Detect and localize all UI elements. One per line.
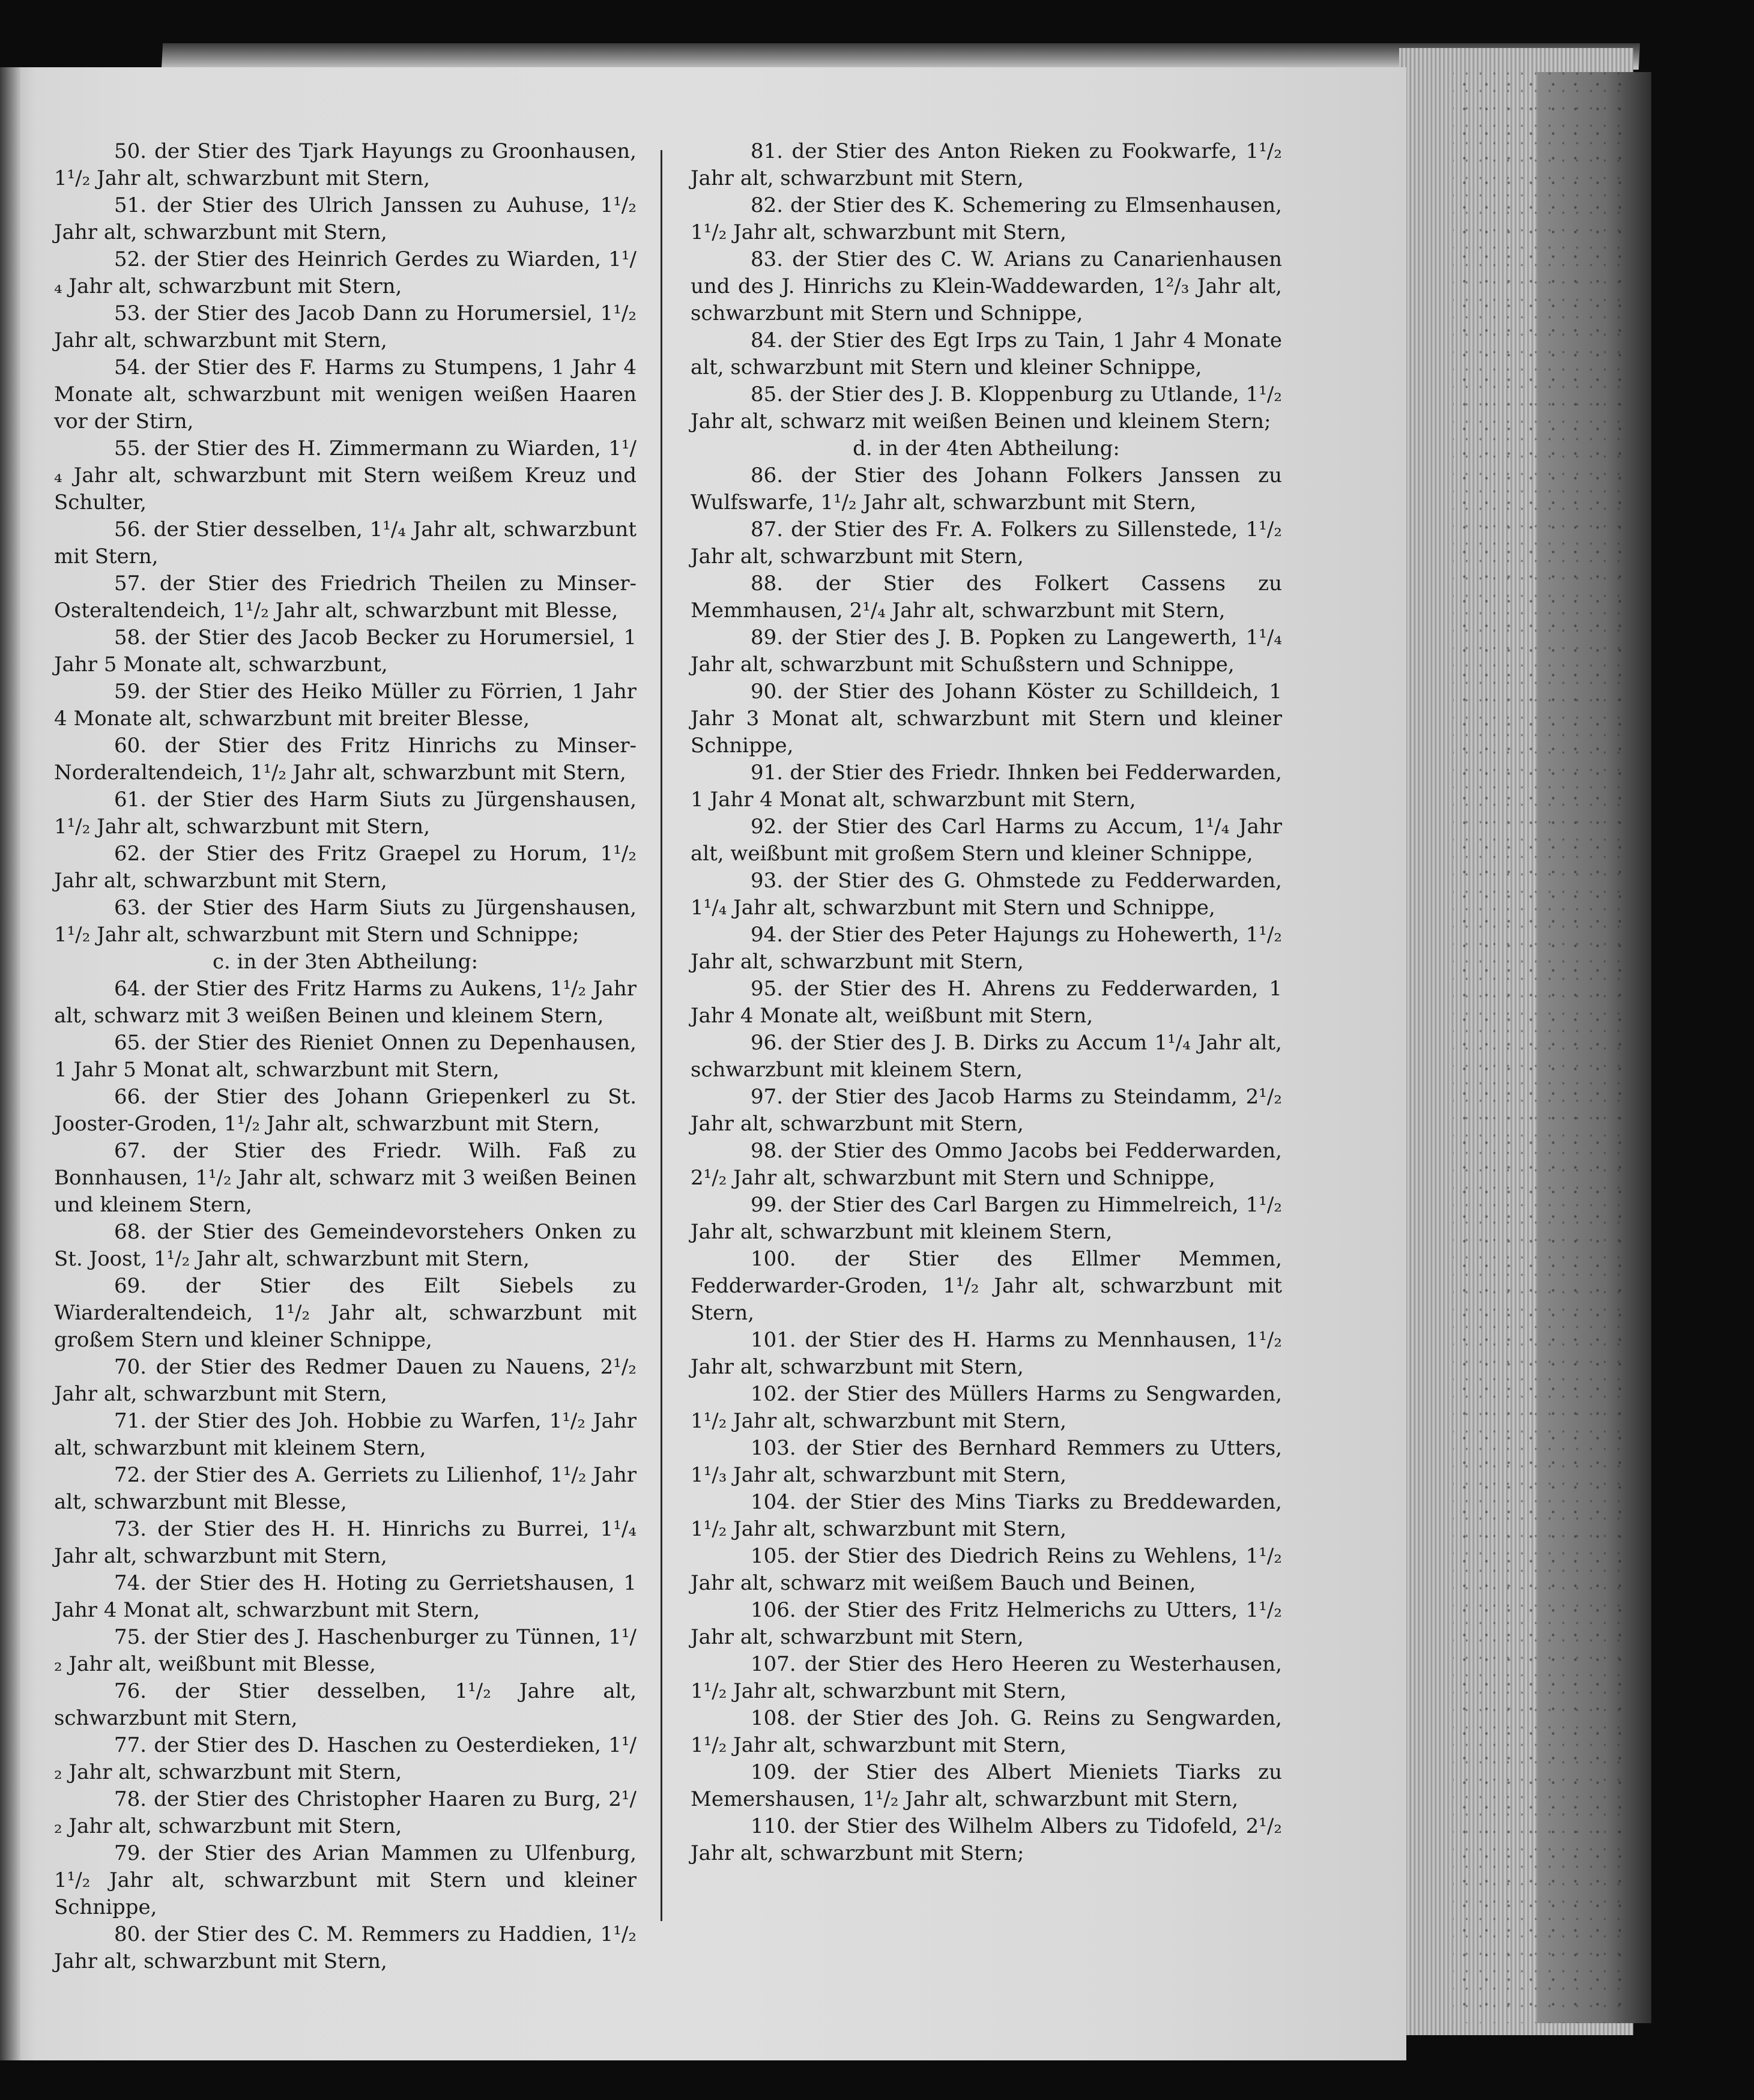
list-entry: 60. der Stier des Fritz Hinrichs zu Minser-Norderaltendeich, 1¹/₂ Jahr alt, schwarzbunt mit Stern, bbox=[54, 734, 637, 785]
list-entry: 59. der Stier des Heiko Müller zu Förrien, 1 Jahr 4 Monate alt, schwarzbunt mit breiter Blesse, bbox=[54, 680, 637, 731]
list-entry: 56. der Stier desselben, 1¹/₄ Jahr alt, schwarzbunt mit Stern, bbox=[54, 517, 637, 569]
list-entry: 84. der Stier des Egt Irps zu Tain, 1 Jahr 4 Monate alt, schwarzbunt mit Stern und kleiner Schnippe, bbox=[691, 328, 1282, 379]
list-entry: 80. der Stier des C. M. Remmers zu Haddien, 1¹/₂ Jahr alt, schwarzbunt mit Stern, bbox=[54, 1922, 637, 1973]
list-entry: 108. der Stier des Joh. G. Reins zu Sengwarden, 1¹/₂ Jahr alt, schwarzbunt mit Stern, bbox=[691, 1706, 1282, 1757]
section-heading-c: c. in der 3ten Abtheilung: bbox=[212, 950, 479, 974]
list-entry: 57. der Stier des Friedrich Theilen zu Minser-Osteraltendeich, 1¹/₂ Jahr alt, schwarzbunt mit Blesse, bbox=[54, 572, 637, 623]
list-entry: 58. der Stier des Jacob Becker zu Horumersiel, 1 Jahr 5 Monate alt, schwarzbunt, bbox=[54, 626, 637, 677]
list-entry: 81. der Stier des Anton Rieken zu Fookwarfe, 1¹/₂ Jahr alt, schwarzbunt mit Stern, bbox=[691, 139, 1282, 190]
list-entry: 75. der Stier des J. Haschenburger zu Tünnen, 1¹/₂ Jahr alt, weißbunt mit Blesse, bbox=[54, 1625, 637, 1676]
right-entries bbox=[691, 138, 1282, 435]
list-entry: 100. der Stier des Ellmer Memmen, Fedderwarder-Groden, 1¹/₂ Jahr alt, schwarzbunt mit Stern, bbox=[691, 1247, 1282, 1325]
list-entry: 85. der Stier des J. B. Kloppenburg zu Utlande, 1¹/₂ Jahr alt, schwarz mit weißen Beinen und kleinem Stern; bbox=[691, 382, 1282, 433]
list-entry: 67. der Stier des Friedr. Wilh. Faß zu Bonnhausen, 1¹/₂ Jahr alt, schwarz mit 3 weißen Beinen und kleinem Stern, bbox=[54, 1139, 637, 1217]
list-entry: 77. der Stier des D. Haschen zu Oesterdieken, 1¹/₂ Jahr alt, schwarzbunt mit Stern, bbox=[54, 1733, 637, 1784]
list-entry: 70. der Stier des Redmer Dauen zu Nauens, 2¹/₂ Jahr alt, schwarzbunt mit Stern, bbox=[54, 1355, 637, 1406]
list-entry: 92. der Stier des Carl Harms zu Accum, 1¹/₄ Jahr alt, weißbunt mit großem Stern und kleiner Schnippe, bbox=[691, 815, 1282, 866]
list-entry: 102. der Stier des Müllers Harms zu Sengwarden, 1¹/₂ Jahr alt, schwarzbunt mit Stern, bbox=[691, 1382, 1282, 1433]
list-entry: 72. der Stier des A. Gerriets zu Lilienhof, 1¹/₂ Jahr alt, schwarzbunt mit Blesse, bbox=[54, 1463, 637, 1514]
list-entry: 109. der Stier des Albert Mieniets Tiarks zu Memershausen, 1¹/₂ Jahr alt, schwarzbunt mit Stern, bbox=[691, 1760, 1282, 1811]
list-entry: 91. der Stier des Friedr. Ihnken bei Fedderwarden, 1 Jahr 4 Monat alt, schwarzbunt mit Stern, bbox=[691, 761, 1282, 812]
list-entry: 64. der Stier des Fritz Harms zu Aukens, 1¹/₂ Jahr alt, schwarz mit 3 weißen Beinen und kleinem Stern, bbox=[54, 977, 637, 1028]
list-entry: 68. der Stier des Gemeindevorstehers Onken zu St. Joost, 1¹/₂ Jahr alt, schwarzbunt mit Stern, bbox=[54, 1220, 637, 1271]
list-entry: 52. der Stier des Heinrich Gerdes zu Wiarden, 1¹/₄ Jahr alt, schwarzbunt mit Stern, bbox=[54, 247, 637, 298]
list-entry: 71. der Stier des Joh. Hobbie zu Warfen, 1¹/₂ Jahr alt, schwarzbunt mit kleinem Stern, bbox=[54, 1409, 637, 1460]
list-entry: 74. der Stier des H. Hoting zu Gerrietshausen, 1 Jahr 4 Monat alt, schwarzbunt mit Stern, bbox=[54, 1571, 637, 1622]
list-entry: 54. der Stier des F. Harms zu Stumpens, 1 Jahr 4 Monate alt, schwarzbunt mit wenigen weißen Haaren vor der Stirn, bbox=[54, 355, 637, 433]
list-entry: 93. der Stier des G. Ohmstede zu Fedderwarden, 1¹/₄ Jahr alt, schwarzbunt mit Stern und Schnippe, bbox=[691, 869, 1282, 920]
list-entry: 96. der Stier des J. B. Dirks zu Accum 1¹/₄ Jahr alt, schwarzbunt mit kleinem Stern, bbox=[691, 1031, 1282, 1082]
list-entry: 66. der Stier des Johann Griepenkerl zu St. Jooster-Groden, 1¹/₂ Jahr alt, schwarzbunt mit Stern, bbox=[54, 1085, 637, 1136]
list-entry: 83. der Stier des C. W. Arians zu Canarienhausen und des J. Hinrichs zu Klein-Waddewarden, 1²/₃ Jahr alt, schwarzbunt mit Stern und Schnippe, bbox=[691, 247, 1282, 325]
list-entry: 87. der Stier des Fr. A. Folkers zu Sillenstede, 1¹/₂ Jahr alt, schwarzbunt mit Stern, bbox=[691, 517, 1282, 569]
list-entry: 94. der Stier des Peter Hajungs zu Hohewerth, 1¹/₂ Jahr alt, schwarzbunt mit Stern, bbox=[691, 923, 1282, 974]
list-entry: 97. der Stier des Jacob Harms zu Steindamm, 2¹/₂ Jahr alt, schwarzbunt mit Stern, bbox=[691, 1085, 1282, 1136]
list-entry: 90. der Stier des Johann Köster zu Schilldeich, 1 Jahr 3 Monat alt, schwarzbunt mit Stern und kleiner Schnippe, bbox=[691, 680, 1282, 758]
list-entry: 101. der Stier des H. Harms zu Mennhausen, 1¹/₂ Jahr alt, schwarzbunt mit Stern, bbox=[691, 1328, 1282, 1379]
list-entry: 63. der Stier des Harm Siuts zu Jürgenshausen, 1¹/₂ Jahr alt, schwarzbunt mit Stern und Schnippe; bbox=[54, 896, 637, 947]
list-entry: 65. der Stier des Rieniet Onnen zu Depenhausen, 1 Jahr 5 Monat alt, schwarzbunt mit Stern, bbox=[54, 1031, 637, 1082]
right-column bbox=[691, 138, 1282, 1867]
list-entry: 50. der Stier des Tjark Hayungs zu Groonhausen, 1¹/₂ Jahr alt, schwarzbunt mit Stern, bbox=[54, 139, 637, 190]
list-entry: 61. der Stier des Harm Siuts zu Jürgenshausen, 1¹/₂ Jahr alt, schwarzbunt mit Stern, bbox=[54, 788, 637, 839]
list-entry: 55. der Stier des H. Zimmermann zu Wiarden, 1¹/₄ Jahr alt, schwarzbunt mit Stern weißem Kreuz und Schulter, bbox=[54, 436, 637, 514]
list-entry: 88. der Stier des Folkert Cassens zu Memmhausen, 2¹/₄ Jahr alt, schwarzbunt mit Stern, bbox=[691, 572, 1282, 623]
list-entry: 73. der Stier des H. H. Hinrichs zu Burrei, 1¹/₄ Jahr alt, schwarzbunt mit Stern, bbox=[54, 1517, 637, 1568]
list-entry: 110. der Stier des Wilhelm Albers zu Tidofeld, 2¹/₂ Jahr alt, schwarzbunt mit Stern; bbox=[691, 1814, 1282, 1865]
list-entry: 69. der Stier des Eilt Siebels zu Wiarderaltendeich, 1¹/₂ Jahr alt, schwarzbunt mit großem Stern und kleiner Schnippe, bbox=[54, 1274, 637, 1352]
column-rule bbox=[661, 150, 662, 1921]
right-entries-after bbox=[691, 462, 1282, 1867]
list-entry: 105. der Stier des Diedrich Reins zu Wehlens, 1¹/₂ Jahr alt, schwarz mit weißem Bauch und Beinen, bbox=[691, 1544, 1282, 1595]
list-entry: 98. der Stier des Ommo Jacobs bei Fedderwarden, 2¹/₂ Jahr alt, schwarzbunt mit Stern und Schnippe, bbox=[691, 1139, 1282, 1190]
left-entries bbox=[54, 138, 637, 949]
list-entry: 103. der Stier des Bernhard Remmers zu Utters, 1¹/₃ Jahr alt, schwarzbunt mit Stern, bbox=[691, 1436, 1282, 1487]
list-entry: 104. der Stier des Mins Tiarks zu Breddewarden, 1¹/₂ Jahr alt, schwarzbunt mit Stern, bbox=[691, 1490, 1282, 1541]
binding-shadow bbox=[0, 67, 20, 2060]
list-entry: 95. der Stier des H. Ahrens zu Fedderwarden, 1 Jahr 4 Monate alt, weißbunt mit Stern, bbox=[691, 977, 1282, 1028]
list-entry: 82. der Stier des K. Schemering zu Elmsenhausen, 1¹/₂ Jahr alt, schwarzbunt mit Stern, bbox=[691, 193, 1282, 244]
list-entry: 78. der Stier des Christopher Haaren zu Burg, 2¹/₂ Jahr alt, schwarzbunt mit Stern, bbox=[54, 1787, 637, 1838]
list-entry: 106. der Stier des Fritz Helmerichs zu Utters, 1¹/₂ Jahr alt, schwarzbunt mit Stern, bbox=[691, 1598, 1282, 1649]
list-entry: 89. der Stier des J. B. Popken zu Langewerth, 1¹/₄ Jahr alt, schwarzbunt mit Schußstern und Schnippe, bbox=[691, 626, 1282, 677]
list-entry: 51. der Stier des Ulrich Janssen zu Auhuse, 1¹/₂ Jahr alt, schwarzbunt mit Stern, bbox=[54, 193, 637, 244]
left-entries-after bbox=[54, 976, 637, 1975]
section-heading-d: d. in der 4ten Abtheilung: bbox=[853, 436, 1120, 460]
foxing-spots bbox=[1453, 72, 1627, 2023]
left-column bbox=[54, 138, 637, 1975]
list-entry: 107. der Stier des Hero Heeren zu Westerhausen, 1¹/₂ Jahr alt, schwarzbunt mit Stern, bbox=[691, 1652, 1282, 1703]
list-entry: 79. der Stier des Arian Mammen zu Ulfenburg, 1¹/₂ Jahr alt, schwarzbunt mit Stern und kleiner Schnippe, bbox=[54, 1841, 637, 1919]
list-entry: 99. der Stier des Carl Bargen zu Himmelreich, 1¹/₂ Jahr alt, schwarzbunt mit kleinem Stern, bbox=[691, 1193, 1282, 1244]
list-entry: 76. der Stier desselben, 1¹/₂ Jahre alt, schwarzbunt mit Stern, bbox=[54, 1679, 637, 1730]
list-entry: 86. der Stier des Johann Folkers Janssen zu Wulfswarfe, 1¹/₂ Jahr alt, schwarzbunt mit Stern, bbox=[691, 463, 1282, 514]
list-entry: 62. der Stier des Fritz Graepel zu Horum, 1¹/₂ Jahr alt, schwarzbunt mit Stern, bbox=[54, 842, 637, 893]
list-entry: 53. der Stier des Jacob Dann zu Horumersiel, 1¹/₂ Jahr alt, schwarzbunt mit Stern, bbox=[54, 301, 637, 352]
